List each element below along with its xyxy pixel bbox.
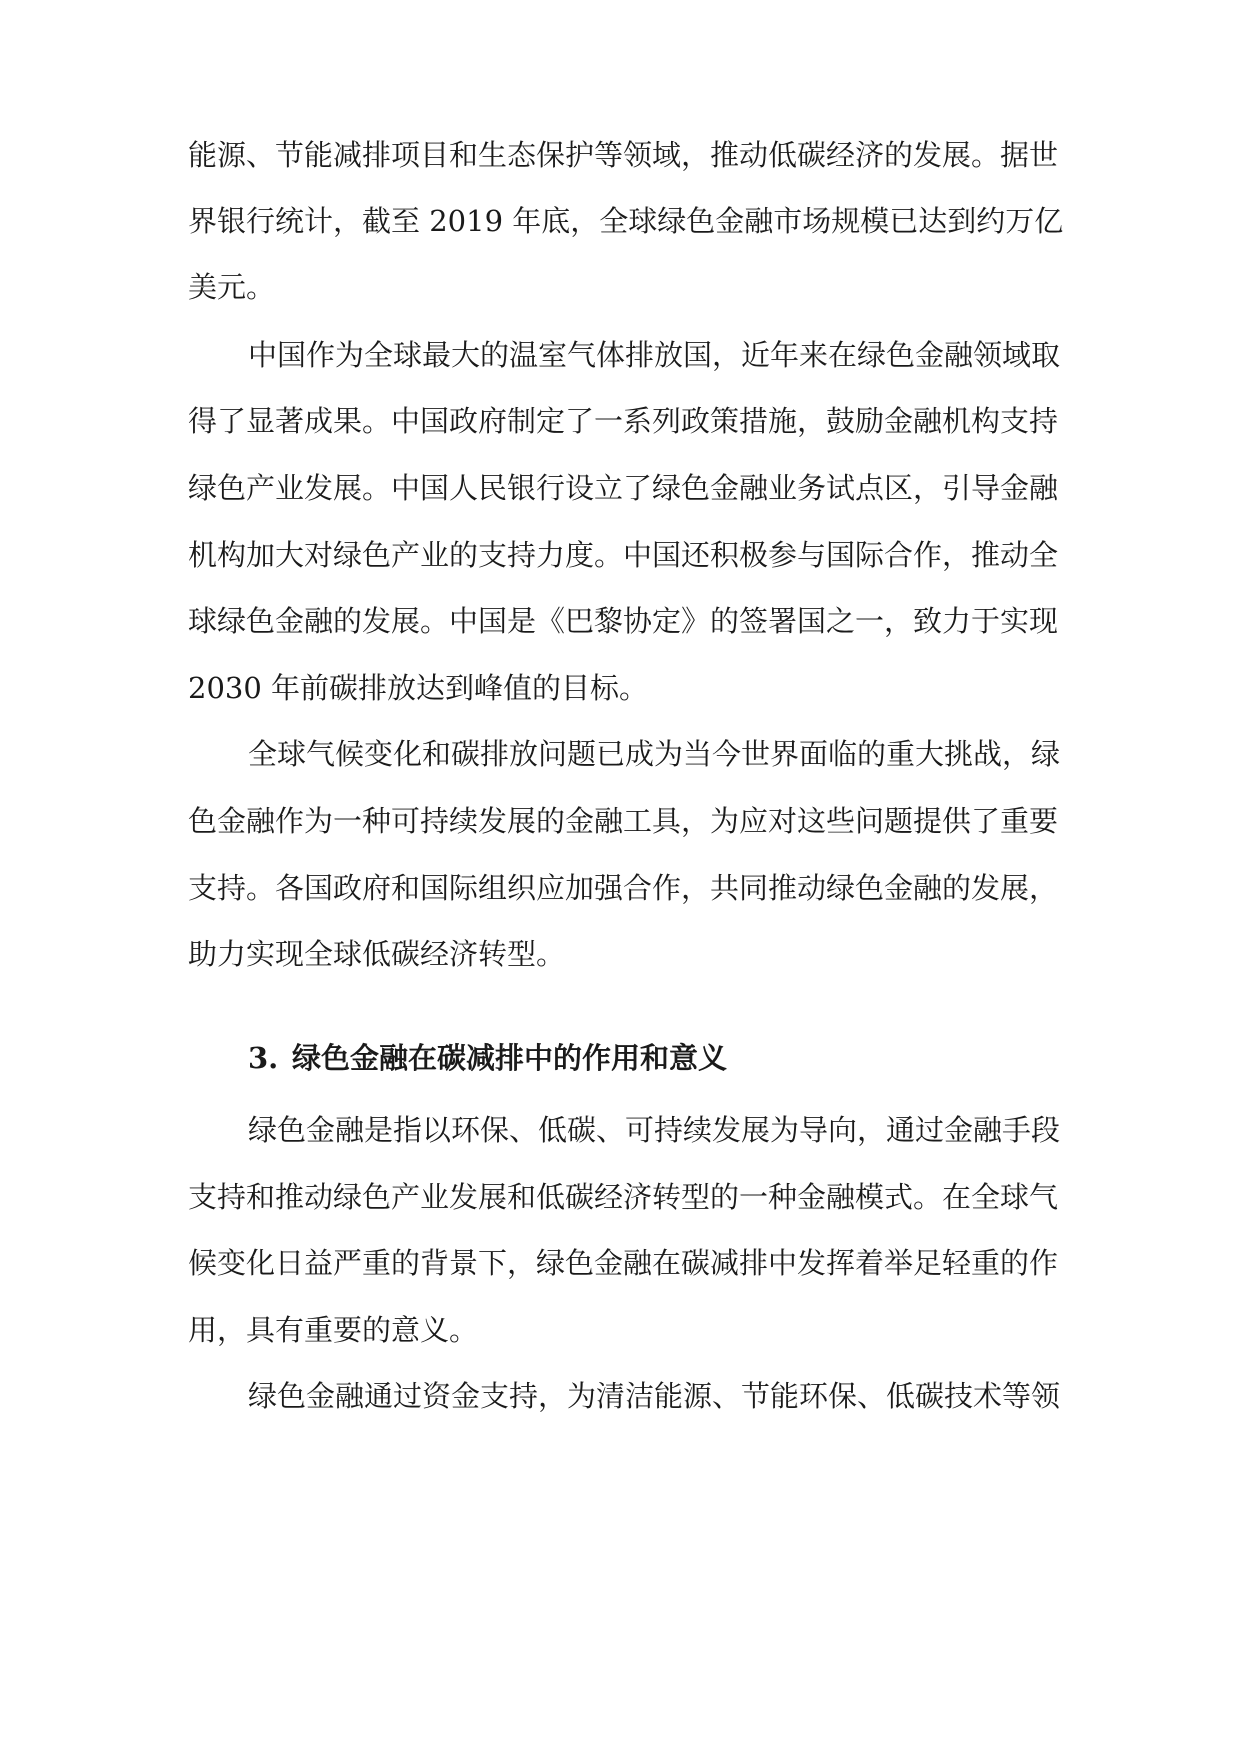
paragraph-line: 全球气候变化和碳排放问题已成为当今世界面临的重大挑战，绿 — [248, 737, 1061, 771]
paragraph-line: 绿色金融通过资金支持，为清洁能源、节能环保、低碳技术等领 — [248, 1379, 1061, 1413]
paragraph-line: 得了显著成果。中国政府制定了一系列政策措施，鼓励金融机构支持 — [188, 404, 1059, 438]
paragraph-line: 助力实现全球低碳经济转型。 — [188, 937, 566, 971]
section-number: 3. — [248, 1041, 279, 1075]
paragraph-line: 绿色金融是指以环保、低碳、可持续发展为导向，通过金融手段 — [248, 1113, 1061, 1147]
paragraph-line: 支持。各国政府和国际组织应加强合作，共同推动绿色金融的发展， — [188, 871, 1059, 905]
paragraph-line: 色金融作为一种可持续发展的金融工具，为应对这些问题提供了重要 — [188, 804, 1059, 838]
section-title: 绿色金融在碳减排中的作用和意义 — [292, 1041, 728, 1075]
paragraph-line: 中国作为全球最大的温室气体排放国，近年来在绿色金融领域取 — [248, 338, 1061, 372]
paragraph-line: 候变化日益严重的背景下，绿色金融在碳减排中发挥着举足轻重的作 — [188, 1246, 1059, 1280]
paragraph-line: 美元。 — [188, 270, 276, 304]
paragraph-line: 绿色产业发展。中国人民银行设立了绿色金融业务试点区，引导金融 — [188, 471, 1059, 505]
paragraph-line: 能源、节能减排项目和生态保护等领域，推动低碳经济的发展。据世 — [188, 138, 1059, 172]
paragraph-line: 支持和推动绿色产业发展和低碳经济转型的一种金融模式。在全球气 — [188, 1180, 1059, 1214]
paragraph-line: 球绿色金融的发展。中国是《巴黎协定》的签署国之一，致力于实现 — [188, 604, 1059, 638]
paragraph-line: 界银行统计，截至 2019 年底，全球绿色金融市场规模已达到约万亿 — [188, 204, 1064, 238]
paragraph-line: 2030 年前碳排放达到峰值的目标。 — [188, 671, 649, 705]
paragraph-line: 机构加大对绿色产业的支持力度。中国还积极参与国际合作，推动全 — [188, 538, 1059, 572]
paragraph-line: 用，具有重要的意义。 — [188, 1313, 479, 1347]
section-heading — [248, 1038, 727, 1078]
